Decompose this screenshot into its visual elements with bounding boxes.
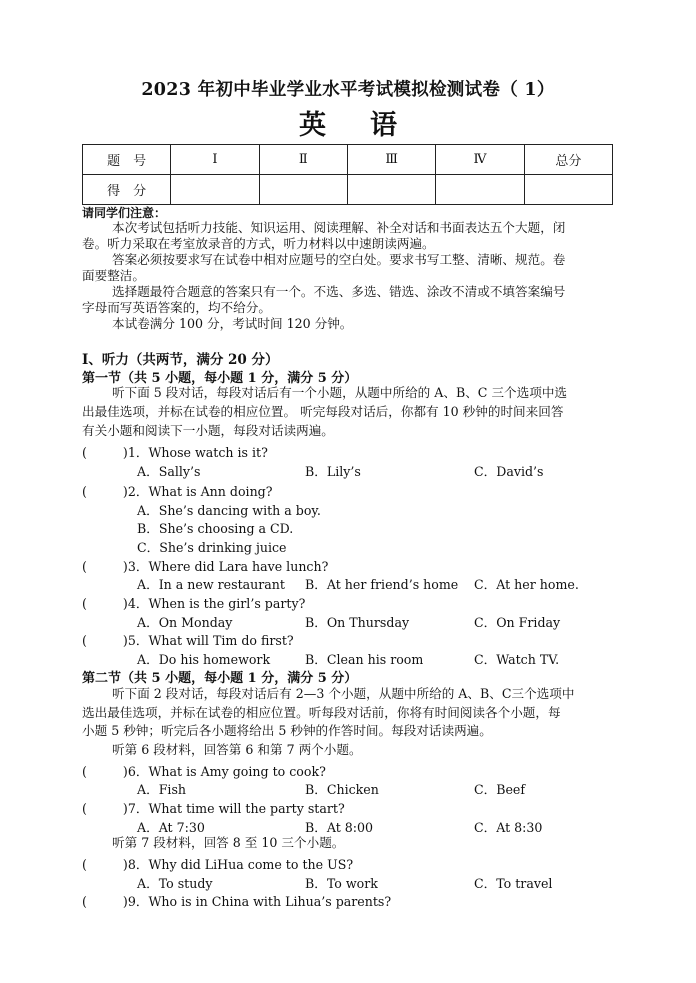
option-c: C．On Friday: [474, 615, 561, 630]
notice-line: 面要整洁。: [82, 268, 145, 283]
option-b: B．On Thursday: [305, 615, 410, 630]
question-number: 7: [127, 801, 136, 816]
part2-instruction: 听下面 2 段对话，每段对话后有 2—3 个小题，从题中所给的 A、B、C三个选项中: [112, 686, 575, 701]
question-item: ( )7．What time will the party start?: [82, 801, 345, 816]
option-b: B．Clean his room: [305, 652, 424, 667]
score-cell-part1: Ⅰ: [171, 145, 259, 175]
option-a: A．To study: [137, 876, 213, 891]
question-text: What time will the party start?: [148, 801, 345, 816]
question-item: ( )5．What will Tim do first?: [82, 633, 294, 648]
question-number: 1: [127, 445, 136, 460]
option-b: B．At her friend’s home: [305, 577, 459, 592]
answer-bracket-open: (: [82, 801, 87, 816]
option-c: C．To travel: [474, 876, 553, 891]
option-c: C．Beef: [474, 782, 526, 797]
option-c: C．Watch TV.: [474, 652, 560, 667]
part1-instruction: 出最佳选项，并标在试卷的相应位置。 听完每段对话后，你都有 10 秒钟的时间来回答: [82, 404, 564, 419]
part1-instruction: 有关小题和阅读下一小题，每段对话读两遍。: [82, 423, 334, 438]
notice-line: 字母而写英语答案的，均不给分。: [82, 300, 271, 315]
answer-bracket-close: ): [122, 445, 128, 460]
question-item: ( )2．What is Ann doing?: [82, 484, 273, 499]
subject-title: 英语: [299, 110, 441, 141]
option-a: A．At 7:30: [137, 820, 205, 835]
notice-line: 本试卷满分 100 分，考试时间 120 分钟。: [112, 316, 353, 331]
question-text: What is Ann doing?: [148, 484, 273, 499]
answer-bracket-open: (: [82, 559, 87, 574]
answer-bracket-open: (: [82, 484, 87, 499]
answer-bracket-open: (: [82, 857, 87, 872]
question-text: What will Tim do first?: [148, 633, 294, 648]
section-listening-title: Ⅰ、听力（共两节，满分 20 分）: [82, 352, 279, 368]
answer-bracket-close: ): [122, 894, 128, 909]
answer-bracket-close: ): [122, 559, 128, 574]
notice-heading: 请同学们注意：: [82, 206, 167, 220]
notice-line: 选择题最符合题意的答案只有一个。不选、多选、错选、涂改不清或不填答案编号: [112, 284, 566, 299]
option-a: A．She’s dancing with a boy.: [137, 503, 321, 518]
answer-bracket-close: ): [122, 764, 128, 779]
answer-bracket-open: (: [82, 596, 87, 611]
question-number: 2: [127, 484, 136, 499]
score-input-part3[interactable]: [347, 175, 435, 205]
score-cell-part3: Ⅲ: [347, 145, 435, 175]
score-cell-part2: Ⅱ: [259, 145, 347, 175]
question-number: 4: [127, 596, 136, 611]
score-table-score-row: [83, 175, 613, 205]
score-cell-label: 题 号: [83, 145, 171, 175]
option-a: A．On Monday: [137, 615, 233, 630]
score-table-header-row: [83, 145, 613, 175]
answer-bracket-open: (: [82, 894, 87, 909]
question-text: Whose watch is it?: [148, 445, 268, 460]
option-a: A．Sally’s: [137, 464, 201, 479]
score-cell-part4: Ⅳ: [436, 145, 524, 175]
notice-line: 本次考试包括听力技能、知识运用、阅读理解、补全对话和书面表达五个大题，闭: [112, 220, 566, 235]
score-row-label: 得 分: [83, 175, 171, 205]
question-item: ( )6．What is Amy going to cook?: [82, 764, 326, 779]
notice-line: 卷。听力采取在考室放录音的方式，听力材料以中速朗读两遍。: [82, 236, 435, 251]
question-text: Why did LiHua come to the US?: [148, 857, 354, 872]
notice-line: 答案必须按要求写在试卷中相对应题号的空白处。要求书写工整、清晰、规范。卷: [112, 252, 566, 267]
answer-bracket-open: (: [82, 764, 87, 779]
part1-heading: 第一节（共 5 小题，每小题 1 分，满分 5 分）: [82, 371, 358, 386]
answer-bracket-close: ): [122, 633, 128, 648]
answer-bracket-close: ): [122, 801, 128, 816]
part2-instruction: 选出最佳选项，并标在试卷的相应位置。听每段对话前，你将有时间阅读各个小题，每: [82, 705, 561, 720]
part2-instruction: 小题 5 秒钟；听完后各小题将给出 5 秒钟的作答时间。每段对话读两遍。: [82, 723, 492, 738]
question-text: What is Amy going to cook?: [148, 764, 326, 779]
question-number: 8: [127, 857, 136, 872]
answer-bracket-open: (: [82, 633, 87, 648]
exam-title: 2023 年初中毕业学业水平考试模拟检测试卷（ 1）: [141, 80, 555, 100]
option-b: B．At 8:00: [305, 820, 374, 835]
question-item: ( )3．Where did Lara have lunch?: [82, 559, 329, 574]
part2-heading: 第二节（共 5 小题，每小题 1 分，满分 5 分）: [82, 671, 358, 686]
score-input-part1[interactable]: [171, 175, 259, 205]
score-input-part4[interactable]: [436, 175, 524, 205]
question-number: 5: [127, 633, 136, 648]
answer-bracket-close: ): [122, 596, 128, 611]
question-number: 6: [127, 764, 136, 779]
score-cell-total: 总分: [524, 145, 612, 175]
option-c: C．David’s: [474, 464, 544, 479]
question-item: ( )8．Why did LiHua come to the US?: [82, 857, 354, 872]
question-item: ( )9．Who is in China with Lihua’s parents?: [82, 894, 392, 909]
part1-instruction: 听下面 5 段对话，每段对话后有一个小题，从题中所给的 A、B、C 三个选项中选: [112, 385, 568, 400]
option-c: C．At 8:30: [474, 820, 543, 835]
option-a: A．Do his homework: [137, 652, 271, 667]
option-b: B．Lily’s: [305, 464, 361, 479]
score-input-total[interactable]: [524, 175, 612, 205]
option-a: A．In a new restaurant: [137, 577, 285, 592]
option-b: B．She’s choosing a CD.: [137, 521, 294, 536]
option-b: B．To work: [305, 876, 378, 891]
answer-bracket-open: (: [82, 445, 87, 460]
answer-bracket-close: ): [122, 484, 128, 499]
score-table: [82, 144, 613, 205]
question-item: ( )1．Whose watch is it?: [82, 445, 268, 460]
option-c: C．At her home.: [474, 577, 579, 592]
question-text: When is the girl’s party?: [148, 596, 306, 611]
question-item: ( )4．When is the girl’s party?: [82, 596, 306, 611]
option-c: C．She’s drinking juice: [137, 540, 287, 555]
score-input-part2[interactable]: [259, 175, 347, 205]
option-b: B．Chicken: [305, 782, 379, 797]
answer-bracket-close: ): [122, 857, 128, 872]
material-note: 听第 6 段材料，回答第 6 和第 7 两个小题。: [112, 742, 362, 757]
question-number: 3: [127, 559, 136, 574]
question-number: 9: [127, 894, 136, 909]
question-text: Where did Lara have lunch?: [148, 559, 329, 574]
question-text: Who is in China with Lihua’s parents?: [148, 894, 392, 909]
option-a: A．Fish: [137, 782, 187, 797]
material-note: 听第 7 段材料，回答 8 至 10 三个小题。: [112, 835, 345, 850]
